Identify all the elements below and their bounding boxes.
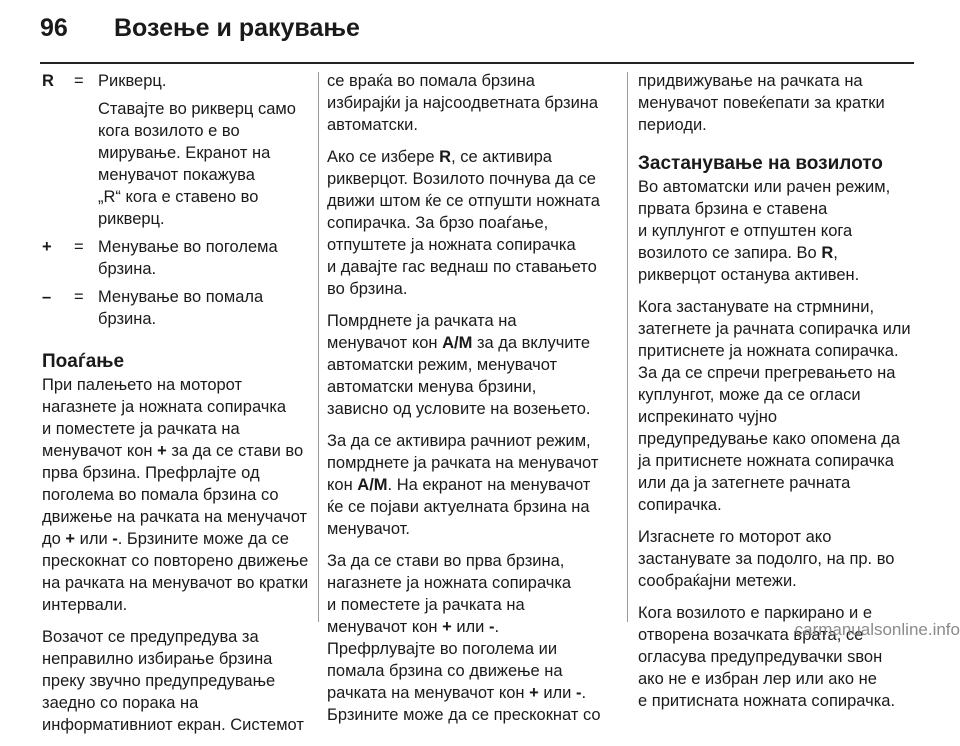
column-divider-1 xyxy=(318,72,319,622)
definition-equals: = xyxy=(74,238,84,256)
page-number: 96 xyxy=(40,14,68,42)
definition-equals: = xyxy=(74,72,84,90)
paragraph: Кога возилото е паркирано и е отворена возачката врата, се огласува предупредувачки ѕвон ако не е избран лер или ако не е притисната ножната сопирачка. xyxy=(638,604,896,710)
definition-downshift xyxy=(42,286,310,330)
paragraph: се враќа во помала брзина избирајќи ја најсоодветната брзина автоматски. xyxy=(327,72,599,134)
paragraph: Изгаснете го моторот ако застанувате за подолго, на пр. во сообраќајни метежи. xyxy=(638,528,895,590)
paragraph: За да се стави во прва брзина, нагазнете ја ножната сопирачка и поместете ја рачката на менувачот кон + или -. Префрлувајте во поголема ии помала брзина со движење на рачката на менувачот кон + или -. Брзините може да се прескокнат со xyxy=(327,552,601,724)
section-heading-starting: Поаѓање xyxy=(42,351,125,372)
definition-upshift xyxy=(42,236,310,280)
definition-text: Менување во помала брзина. xyxy=(98,288,264,328)
paragraph: Ако се избере R, се активира рикверцот. Возилото почнува да се движи штом ќе се отпушти ножната сопирачка. За брзо поаѓање, отпуштете ја ножната сопирачка и давајте гас веднаш по ставањето во брзина. xyxy=(327,148,600,298)
definition-reverse xyxy=(42,70,310,230)
column-1 xyxy=(42,70,310,746)
paragraph: Возачот се предупредува за неправилно избирање брзина преку звучно предупредување заедно со порака на информативниот екран. Системот xyxy=(42,628,304,734)
watermark: carmanualsonline.info xyxy=(794,620,960,639)
paragraph: Кога застанувате на стрмнини, затегнете ја рачната сопирачка или притиснете ја ножната сопирачка. За да се спречи прегревањето на куплунгот, може да се огласи испрекинато чујно предупредување како опомена да ја притиснете ножната сопирачка или да ја затегнете рачната сопирачка. xyxy=(638,298,911,514)
paragraph: За да се активира рачниот режим, помрднете ја рачката на менувачот кон A/M. На екранот на менувачот ќе се појави актуелната брзина на менувачот. xyxy=(327,432,599,538)
definition-key: + xyxy=(42,238,52,256)
definition-key: – xyxy=(42,288,52,306)
definition-note: Ставајте во рикверц само кога возилото е во мирување. Екранот на менувачот покажува „R“ кога е ставено во рикверц. xyxy=(98,100,296,228)
paragraph: Во автоматски или рачен режим, првата брзина е ставена и куплунгот е отпуштен кога возилото се запира. Во R, рикверцот останува активен. xyxy=(638,178,891,284)
column-divider-2 xyxy=(627,72,628,622)
page-title: Возење и ракување xyxy=(114,14,360,42)
definition-text: Рикверц. xyxy=(98,72,167,90)
header-rule xyxy=(40,62,914,64)
paragraph: придвижување на рачката на менувачот повеќепати за кратки периоди. xyxy=(638,72,885,134)
section-heading-stopping: Застанување на возилото xyxy=(638,153,883,174)
paragraph: Помрднете ја рачката на менувачот кон A/M за да вклучите автоматски режим, менувачот автоматски менува брзини, зависно од условите на возењето. xyxy=(327,312,591,418)
definition-text: Менување во поголема брзина. xyxy=(98,238,278,278)
paragraph: При палењето на моторот нагазнете ја ножната сопирачка и поместете ја рачката на менувачот кон + за да се стави во прва брзина. Префрлајте од поголема во помала брзина со движење на рачката на менучачот до + или -. Брзините може да се прескокнат со повторено движење на рачката на менувачот во кратки интервали. xyxy=(42,376,309,614)
definition-key: R xyxy=(42,72,54,90)
definition-equals: = xyxy=(74,288,84,306)
